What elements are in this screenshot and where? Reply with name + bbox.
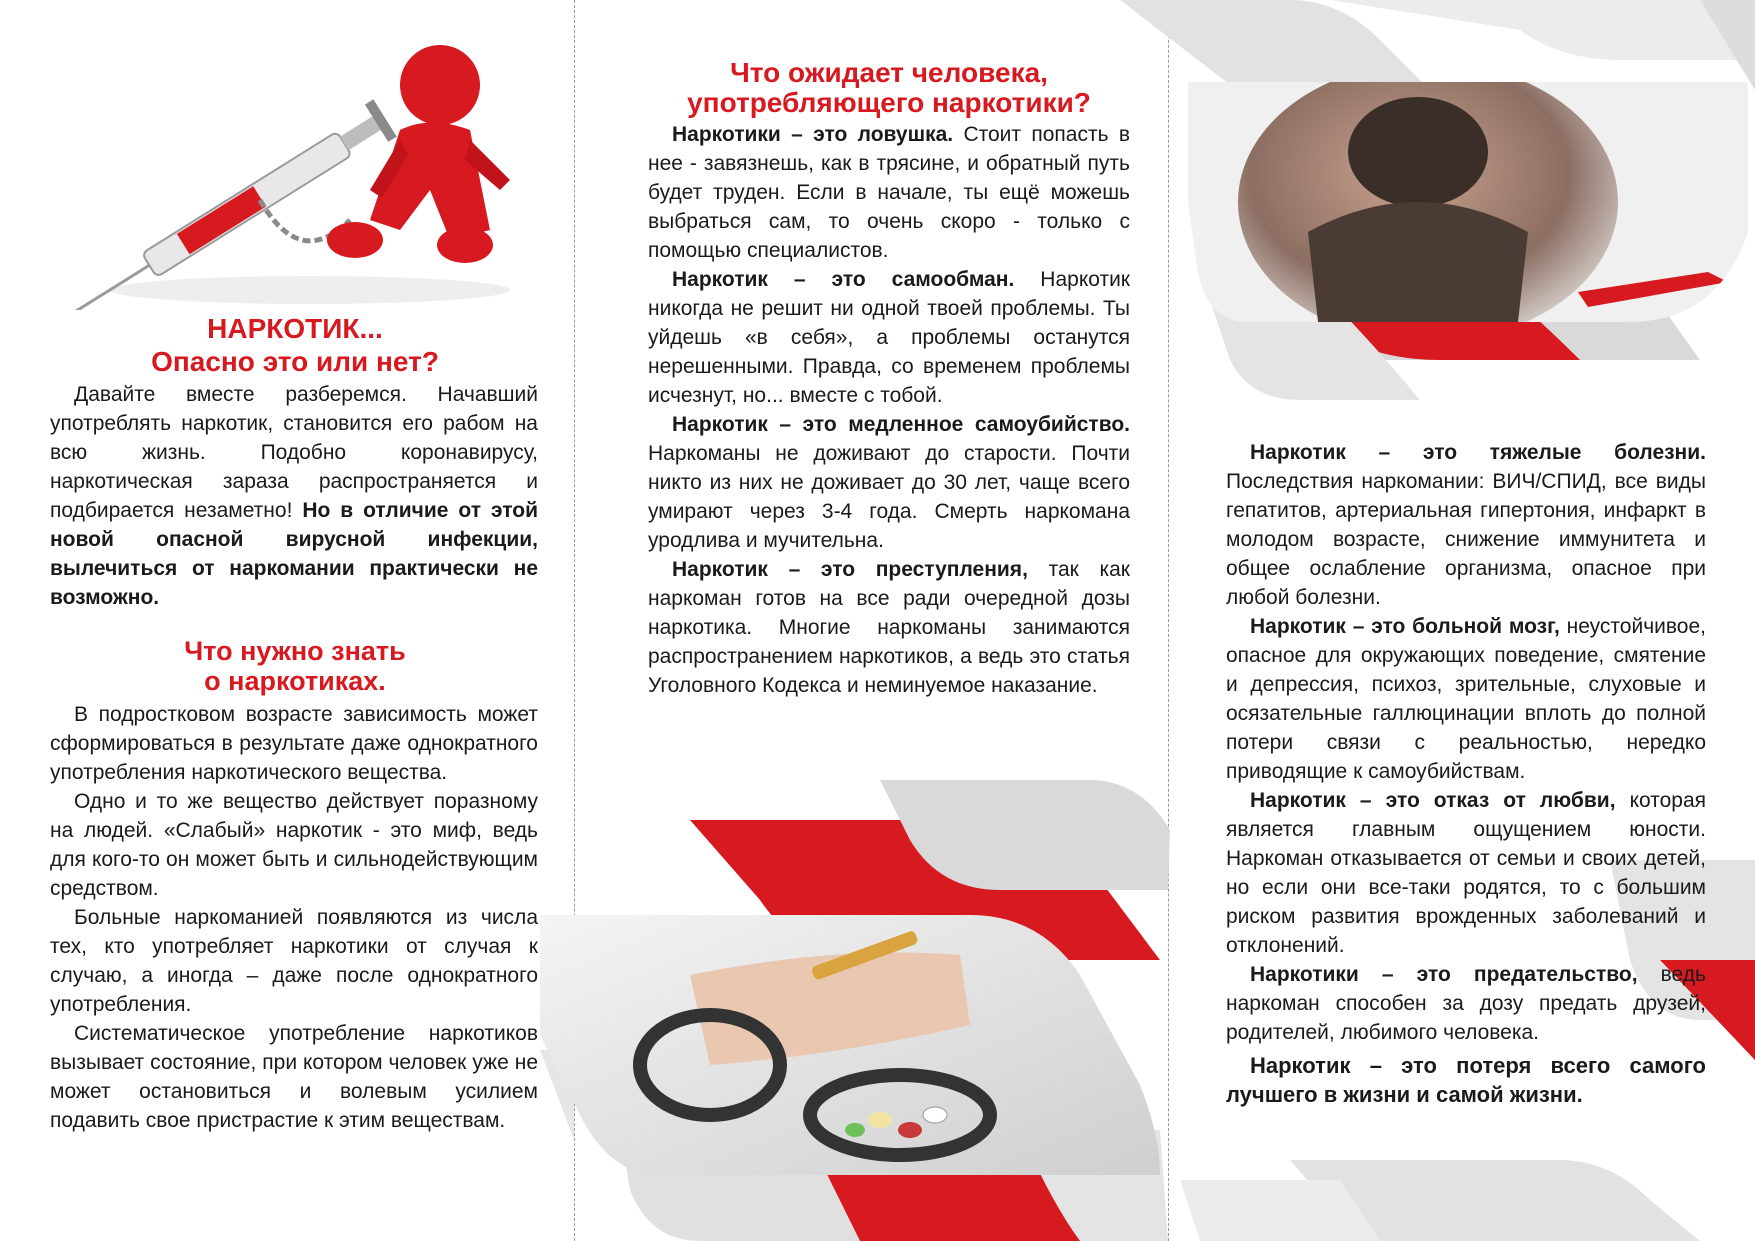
fact-paragraph: Больные наркоманией появляются из числа тех, кто употребляет наркотики от случая к случаю, а иногда – даже после однократного употребления. — [50, 906, 538, 1016]
intro-bold-text: Но в отличие от этой новой опасной вирусной инфекции, вылечиться от наркомании практически не возможно. — [50, 499, 538, 609]
consequence-item — [648, 120, 1130, 265]
consequence-text: Наркоманы не доживают до старости. Почти никто из них не доживает до 30 лет, чаще всего умирают через 3-4 года. Смерть наркомана уродлива и мучительна. — [648, 442, 1130, 552]
consequence-item — [648, 555, 1130, 700]
section-title — [90, 636, 500, 696]
intro-paragraph — [50, 380, 538, 612]
effect-text: которая является главным ощущением юности. Наркоман отказывается от семьи и своих детей, но если они все-таки родятся, то с большим риском развития врожденных заболеваний и отклонений. — [1226, 789, 1707, 957]
fact-paragraph: Систематическое употребление наркотиков вызывает состояние, при котором человек уже не может остановиться и волевым усилием подавить свое пристрастие к этим веществам. — [50, 1022, 538, 1132]
syringe-figure-illustration — [70, 30, 550, 310]
closing-statement: Наркотик – это потеря всего самого лучшего в жизни и самой жизни. — [1226, 1053, 1706, 1107]
facts-list — [50, 700, 538, 1135]
effects-list — [1226, 438, 1706, 1109]
distressed-person-photo — [1188, 82, 1748, 322]
consequence-heading: Наркотики – это ловушка. — [672, 123, 954, 146]
effect-text: ведь наркоман способен за дозу предать друзей, родителей, любимого человека. — [1226, 963, 1706, 1044]
middle-title-line-2: употребляющего наркотики? — [687, 87, 1091, 118]
consequence-text: Наркотик никогда не решит ни одной твоей проблемы. Ты уйдешь «в себя», а проблемы останутся нерешенными. Правда, со временем проблемы исчезнут, но... вместе с тобой. — [648, 268, 1130, 407]
effect-item — [1226, 960, 1706, 1047]
effect-heading: Наркотик – это тяжелые болезни. — [1250, 441, 1706, 464]
consequence-heading: Наркотик – это медленное самоубийство. — [672, 413, 1130, 436]
middle-title — [648, 58, 1130, 118]
effect-heading: Наркотик – это больной мозг, — [1250, 615, 1560, 638]
consequences-list — [648, 120, 1130, 700]
consequence-text: так как наркоман готов на все ради очередной дозы наркотика. Многие наркоманы занимаются распространением наркотиков, а ведь это статья Уголовного Кодекса и неминуемое наказание. — [648, 558, 1130, 697]
consequence-item — [648, 410, 1130, 555]
fact-paragraph: Одно и то же вещество действует поразному на людей. «Слабый» наркотик - это миф, ведь для кого-то он может быть и сильнодействующим средством. — [50, 790, 538, 900]
fact-paragraph: В подростковом возрасте зависимость может сформироваться в результате даже однократного употребления наркотического вещества. — [50, 703, 538, 784]
effect-text: неустойчивое, опасное для окружающих поведение, смятение и депрессия, психоз, зрительные, слуховые и осязательные галлюцинации вплоть до полной потери связи с реальностью, нередко приводящие к самоубийствам. — [1226, 615, 1706, 783]
effect-heading: Наркотик – это отказ от любви, — [1250, 789, 1616, 812]
consequence-heading: Наркотик – это преступления, — [672, 558, 1028, 581]
effect-text: Последствия наркомании: ВИЧ/СПИД, все виды гепатитов, артериальная гипертония, инфаркт в молодом возрасте, снижение иммунитета и общее ослабление организма, опасное при любой болезни. — [1226, 470, 1706, 609]
effect-item — [1226, 612, 1706, 786]
middle-title-line-1: Что ожидает человека, — [730, 57, 1048, 88]
effect-heading: Наркотики – это предательство, — [1250, 963, 1638, 986]
consequence-text: Стоит попасть в нее - завязнешь, как в трясине, и обратный путь будет труден. Если в начале, ты ещё можешь выбраться сам, то очень скоро - только с помощью специалистов. — [648, 123, 1130, 262]
section-title-line-1: Что нужно знать — [184, 636, 406, 666]
page-title — [90, 312, 500, 378]
effect-item — [1226, 786, 1706, 960]
consequence-heading: Наркотик – это самообман. — [672, 268, 1015, 291]
consequence-item — [648, 265, 1130, 410]
handcuff-syringe-photo — [540, 915, 1160, 1175]
intro-text: Давайте вместе разберемся. Начавший употреблять наркотик, становится его рабом на всю жизнь. Подобно коронавирусу, наркотическая зараза распространяется и подбирается незаметно! — [50, 383, 538, 522]
title-line-2: Опасно это или нет? — [151, 346, 439, 377]
title-line-1: НАРКОТИК... — [207, 313, 383, 344]
effect-item — [1226, 438, 1706, 612]
section-title-line-2: о наркотиках. — [204, 666, 386, 696]
